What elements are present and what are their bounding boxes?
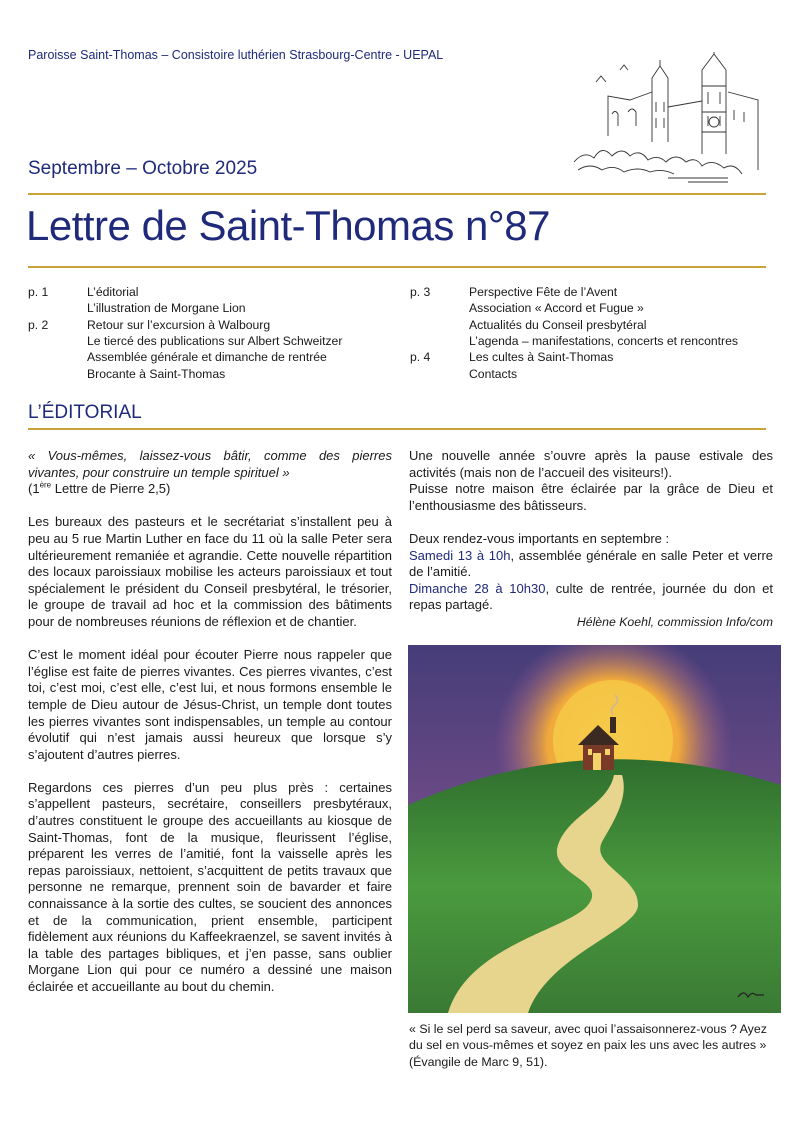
- event-text: , assemblée générale en salle Peter et verre de l’amitié.: [409, 547, 773, 580]
- event-item: [409, 581, 773, 614]
- events-intro: Deux rendez-vous importants en septembre :: [409, 530, 670, 546]
- editorial-paragraph: Une nouvelle année s’ouvre après la pause estivale des activités (mais non de l’accueil des visiteurs!).: [409, 448, 773, 480]
- toc-page: p. 2: [28, 317, 49, 332]
- toc-item: Perspective Fête de l’Avent: [469, 285, 618, 299]
- issue-period: Septembre – Octobre 2025: [28, 158, 258, 179]
- editorial-left-column: [28, 448, 392, 1012]
- house-on-hill-illustration: [408, 645, 781, 1013]
- illustration-caption: « Si le sel perd sa saveur, avec quoi l’assaisonnerez-vous ? Ayez du sel en vous-mêmes et soyez en paix les uns avec les autres » (Évangile de Marc 9, 51).: [409, 1022, 767, 1069]
- editorial-right-column: [409, 448, 773, 631]
- newsletter-title: Lettre de Saint-Thomas n°87: [26, 202, 550, 249]
- toc-page: p. 4: [410, 350, 431, 365]
- editorial-paragraph: Les bureaux des pasteurs et le secrétariat s’installent peu à peu au 5 rue Martin Luther en face du 11 où la salle Peter sera ultérieurement remaniée et agrandie. Cette nouvelle répartition des locaux paroissiaux mobilise les acteurs paroissiaux et tout spécialement le président du Conseil presbytéral, le trésorier, le groupe de travail ad hoc et la commission des bâtiments pour de nombreuses réunions de réflexion et de chantier.: [28, 514, 392, 629]
- editorial-heading: L’ÉDITORIAL: [28, 402, 142, 423]
- toc-item: Association « Accord et Fugue »: [469, 301, 644, 316]
- signature: Hélène Koehl, commission Info/com: [576, 614, 773, 629]
- event-date: Dimanche 28 à 10h30: [409, 580, 546, 596]
- divider: [28, 266, 766, 268]
- toc-page: p. 1: [28, 285, 49, 299]
- divider: [28, 428, 766, 430]
- toc-item: Les cultes à Saint-Thomas: [469, 350, 614, 365]
- editorial-paragraph: C’est le moment idéal pour écouter Pierre nous rappeler que l’église est faite de pierres vivantes. Ces pierres vivantes, c’est toi, c’est moi, c’est elle, c’est lui, et nous formons ensemble le temple de Dieu autour de Jésus-Christ, un temple dont toutes les pierres vivantes sont indispensables, un temple au contour évolutif qui n’est jamais aussi heureux que lorsque s’y s’ajoutent d’autres pierres.: [28, 647, 392, 762]
- table-of-contents-right: [410, 284, 780, 384]
- toc-item: Contacts: [469, 366, 518, 381]
- event-date: Samedi 13 à 10h: [409, 547, 511, 563]
- quote-reference: (1: [28, 481, 40, 497]
- event-item: [409, 548, 773, 581]
- church-sketch-icon: [568, 52, 768, 187]
- toc-page: p. 3: [410, 285, 431, 299]
- bible-quote: « Vous-mêmes, laissez-vous bâtir, comme des pierres vivantes, pour construire un temple spirituel »: [28, 448, 392, 480]
- toc-item: Le tiercé des publications sur Albert Schweitzer: [87, 333, 343, 348]
- toc-item: Assemblée générale et dimanche de rentrée: [87, 350, 327, 365]
- toc-item: L’agenda – manifestations, concerts et rencontres: [469, 333, 738, 348]
- quote-reference-sup: ère: [39, 480, 52, 490]
- editorial-paragraph: Puisse notre maison être éclairée par la grâce de Dieu et l’enthousiasme des bâtisseurs.: [409, 481, 773, 513]
- divider: [28, 193, 766, 195]
- event-text: , culte de rentrée, journée du don et repas partagé.: [409, 580, 773, 613]
- editorial-paragraph: Regardons ces pierres d’un peu plus près : certaines s’appellent pasteurs, secrétaire, conseillers presbytéraux, d’autres constituent le groupe des accueillants au kiosque de Saint-Thomas, font de la musique, fleurissent l’église, préparent les verres de l’amitié, font la vaisselle après les repas paroissiaux, nettoient, s’acquittent de petits travaux que personne ne remarque, prennent soin de bavarder et faire connaissance à la sortie des cultes, se soucient des annonces et de la communication, prient ensemble, participent fidèlement aux réunions du Kaffeekraenzel, se savent invités à la table des partages bibliques, et j’en passe, sans oublier Morgane Lion qui pour ce numéro a dessiné une maison éclairée et accueillante au bout du chemin.: [28, 779, 392, 994]
- toc-item: Brocante à Saint-Thomas: [87, 366, 226, 381]
- toc-item: L’éditorial: [87, 285, 139, 299]
- toc-item: Retour sur l’excursion à Walbourg: [87, 317, 271, 332]
- parish-header: Paroisse Saint-Thomas – Consistoire luthérien Strasbourg-Centre - UEPAL: [28, 48, 444, 62]
- toc-item: L’illustration de Morgane Lion: [87, 301, 246, 316]
- quote-reference-end: Lettre de Pierre 2,5): [51, 481, 171, 497]
- toc-item: Actualités du Conseil presbytéral: [469, 317, 647, 332]
- table-of-contents-left: [28, 284, 388, 384]
